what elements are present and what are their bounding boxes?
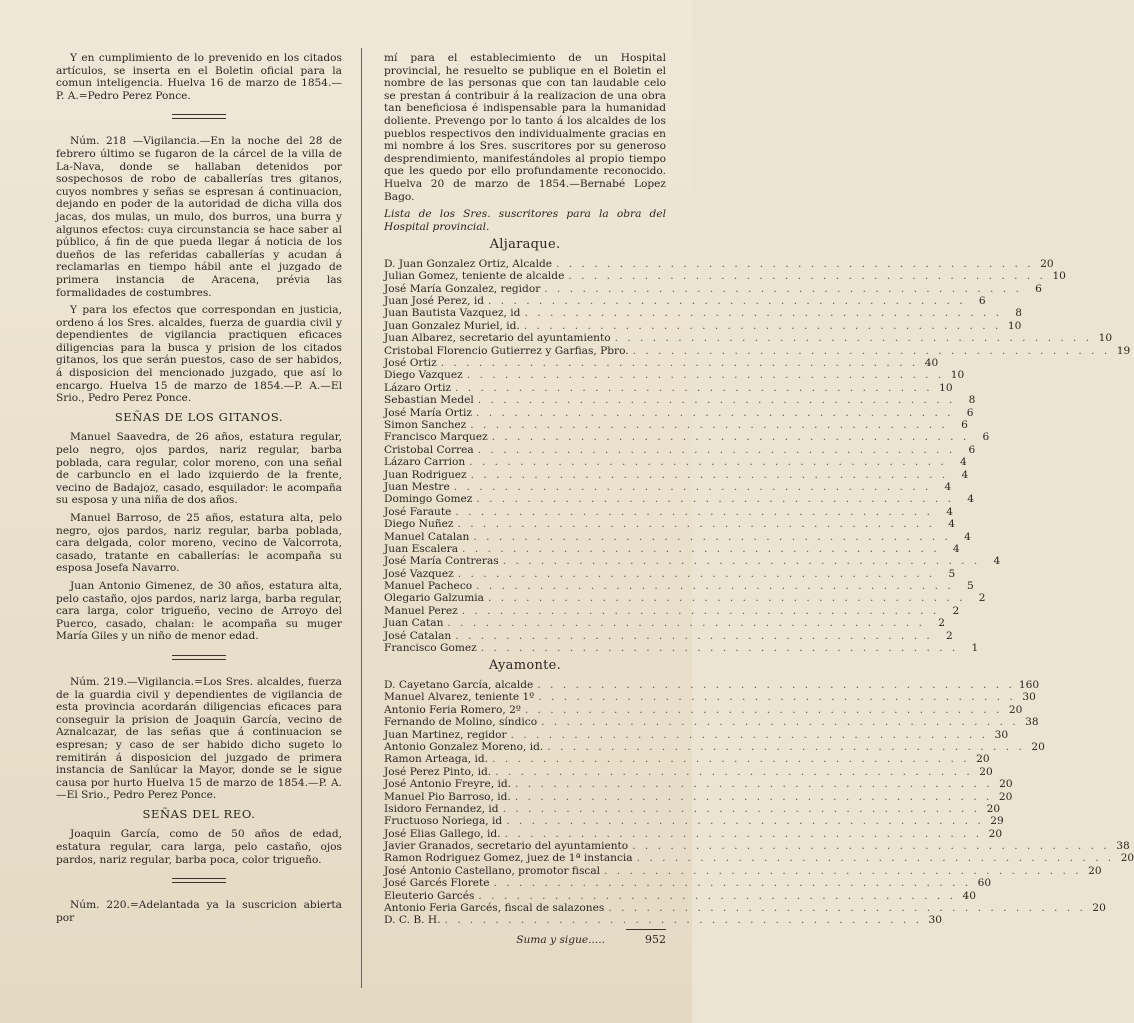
continue-label: Suma y sigue..... — [516, 933, 605, 946]
subscriber-amount: 4 — [960, 456, 967, 469]
leader-dots — [533, 679, 1015, 692]
leader-dots — [507, 729, 989, 742]
subscriber-name: José María Gonzalez, regidor — [384, 282, 541, 295]
subscriber-amount: 8 — [968, 394, 976, 407]
subscriber-name: Isidoro Fernandez, id — [384, 802, 499, 815]
subscriber-name: Antonio Feria Garcés, fiscal de salazones — [384, 902, 605, 915]
subscriber-amount: 20 — [999, 778, 1013, 791]
subscriber-name: Cristobal Correa — [384, 443, 474, 456]
list-item — [384, 270, 1066, 283]
list-item — [384, 505, 953, 518]
subscriber-amount: 20 — [998, 790, 1013, 803]
leader-dots — [633, 852, 1115, 865]
list-item — [384, 518, 956, 531]
list-item — [384, 257, 1054, 270]
subscriber-amount: 20 — [979, 765, 993, 778]
subscriber-amount: 1 — [971, 642, 979, 655]
leader-dots — [502, 815, 984, 828]
list-item — [384, 295, 986, 308]
leader-dots — [472, 580, 954, 593]
leader-dots — [488, 753, 970, 766]
list-item — [384, 319, 1022, 332]
leader-dots — [467, 469, 949, 482]
subscriber-amount: 6 — [968, 443, 976, 456]
list-item — [384, 877, 992, 890]
leader-dots — [552, 258, 1034, 271]
list-item — [384, 307, 1023, 320]
subscriber-name: Ramon Rodriguez Gomez, juez de 1ª instancia — [384, 852, 633, 865]
list-item — [384, 580, 974, 593]
subscriber-amount: 20 — [988, 827, 1003, 840]
subscriber-name: Francisco Gomez — [384, 642, 477, 655]
subscriber-amount: 5 — [966, 580, 974, 593]
subscriber-name: Ramon Arteaga, id. — [384, 753, 489, 766]
leader-dots — [520, 307, 1002, 320]
subscriber-amount: 5 — [948, 567, 956, 580]
leader-dots — [543, 741, 1025, 754]
subscriber-name: José Perez Pinto, id. — [384, 765, 492, 778]
list-item — [384, 443, 976, 456]
subscriber-amount: 20 — [1040, 257, 1054, 270]
subscriber-name: José Faraute — [384, 505, 452, 518]
heading-senas-gitanos: SEÑAS DE LOS GITANOS. — [114, 409, 284, 424]
list-item — [384, 480, 952, 493]
subscriber-name: Manuel Pio Barroso, id. — [384, 790, 511, 803]
leader-dots — [537, 716, 1019, 729]
list-item — [384, 827, 1003, 840]
town-heading-aljaraque: Aljaraque. — [489, 237, 561, 253]
leader-dots — [629, 345, 1111, 358]
leader-dots — [501, 828, 983, 841]
subscriber-name: Juan Bautista Vazquez, id — [384, 307, 521, 320]
leader-dots — [437, 357, 919, 370]
subscriber-name: Juan Mestre — [384, 480, 450, 493]
gitano-description-1: Manuel Saavedra, de 26 años, estatura regular, pelo negro, ojos pardos, nariz regular, barba poblada, cara regular, color moreno, con una señal de carbunclo en el lado izquierdo de la frente, vecino de Badajoz, casado, esquilador: le acompaña su esposa y una niña de dos años. — [56, 431, 342, 507]
subscriber-amount: 4 — [946, 505, 953, 518]
leader-dots — [490, 877, 972, 890]
heading-senas-reo: SEÑAS DEL REO. — [142, 806, 256, 821]
leader-dots — [511, 778, 993, 791]
leader-dots — [611, 332, 1093, 345]
subscriber-amount: 10 — [1052, 270, 1066, 283]
subscriber-amount: 6 — [961, 418, 968, 431]
notice-220-continuation: mí para el establecimiento de un Hospital provincial, he resuelto se publique en el Boletin el nombre de las personas que con tan laudable celo se prestan á contribuir á la realizacion de una obra tan beneficiosa é indispensable para la humanidad doliente. Prevengo por lo tanto á los alcaldes de los pueblos respectivos den individualmente gracias en mi nombre á los Sres. suscritores por su generoso desprendimiento, manifestándoles al propio tiempo que les quedo por ello profundamente reconocido. Huelva 20 de marzo de 1854.—Bernabé Lopez Bago. — [384, 52, 666, 203]
subscriber-name: Diego Vazquez — [384, 369, 463, 382]
subscriber-amount: 20 — [1031, 740, 1045, 753]
subscriber-amount: 40 — [962, 889, 976, 902]
intro-paragraph: Y en cumplimiento de lo prevenido en los citados artículos, se inserta en el Boletin oficial para la comun inteligencia. Huelva 16 de marzo de 1854.—P. A.=Pedro Perez Ponce. — [56, 52, 342, 102]
subscriber-amount: 29 — [990, 815, 1004, 828]
list-item — [384, 802, 1001, 815]
subscriber-amount: 10 — [1098, 332, 1113, 345]
leader-dots — [484, 295, 966, 308]
leader-dots — [472, 407, 954, 420]
subscriber-amount: 38 — [1025, 716, 1039, 729]
subscriber-amount: 60 — [977, 877, 992, 890]
sum-rule — [626, 929, 666, 930]
subscriber-amount: 2 — [978, 592, 986, 605]
subscriber-name: José Antonio Freyre, id. — [384, 778, 512, 791]
subscriber-name: Juan José Perez, id — [384, 295, 485, 308]
notice-218-paragraph-1: Núm. 218 —Vigilancia.—En la noche del 28 de febrero último se fugaron de la cárcel de la villa de La-Nava, donde se hallaban detenidos por sospechosos de robo de caballerías tres gitanos, cuyos nombres y señas se espresan á continuacion, dejando en poder de la autoridad de dicha villa dos jacas, dos mulas, un mulo, dos burros, una burra y algunos efectos: cuya circunstancia se hace saber al público, á fin de que pueda llegar á noticia de los dueños de las referidas caballerías y acudan á reclamarlas en tiempo hábil ante el juzgado de primera instancia de Aracena, prévia las formalidades de costumbres. — [56, 135, 342, 299]
list-item — [384, 840, 1130, 853]
leader-dots — [463, 369, 945, 382]
leader-dots — [458, 543, 940, 556]
subscriber-amount: 6 — [966, 406, 974, 419]
subscriber-amount: 30 — [1022, 691, 1036, 704]
reo-description: Joaquin García, como de 50 años de edad, estatura regular, cara larga, pelo castaño, ojos pardos, nariz regular, barba poca, color trigueño. — [56, 828, 342, 866]
subscriber-name: Diego Nuñez — [384, 518, 454, 531]
list-item — [384, 493, 974, 506]
subscriber-name: Julian Gomez, teniente de alcalde — [384, 270, 565, 283]
leader-dots — [520, 320, 1002, 333]
list-item — [384, 555, 1001, 568]
right-column — [384, 52, 1134, 946]
leader-dots — [474, 890, 956, 903]
leader-dots — [465, 456, 947, 469]
list-item — [384, 889, 976, 902]
subscriber-amount: 30 — [994, 728, 1009, 741]
leader-dots — [488, 431, 970, 444]
subscriber-name: Cristobal Florencio Gutierrez y Garfias, Pbro. — [384, 344, 629, 357]
list-item — [384, 604, 960, 617]
leader-dots — [454, 568, 936, 581]
subscriber-amount: 2 — [946, 629, 953, 642]
list-item — [384, 418, 968, 431]
subscriber-amount: 4 — [961, 468, 969, 481]
column-divider — [361, 48, 362, 988]
subscriber-name: Manuel Catalan — [384, 530, 470, 543]
subscriber-name: Manuel Alvarez, teniente 1º — [384, 691, 535, 704]
subscriber-name: Manuel Perez — [384, 604, 458, 617]
subscriber-amount: 8 — [1015, 307, 1023, 320]
subscriber-name: José María Ortiz — [384, 406, 472, 419]
subscriber-amount: 20 — [986, 802, 1001, 815]
subscriber-amount: 20 — [1092, 902, 1106, 915]
leader-dots — [628, 840, 1110, 853]
leader-dots — [521, 704, 1003, 717]
subscriber-name: Francisco Marquez — [384, 431, 488, 444]
subscriber-amount: 4 — [948, 518, 956, 531]
subscriber-name: Fructuoso Noriega, id — [384, 815, 503, 828]
subscriber-name: José Antonio Castellano, promotor fiscal — [384, 864, 601, 877]
list-item — [384, 864, 1102, 877]
subscriber-name: Fernando de Molino, síndico — [384, 716, 538, 729]
subscriber-amount: 4 — [952, 542, 960, 555]
list-item — [384, 691, 1036, 704]
leader-dots — [440, 914, 922, 927]
gitano-description-2: Manuel Barroso, de 25 años, estatura alta, pelo negro, ojos pardos, nariz regular, barba poblada, cara delgada, color moreno, vecino de Valcorrota, casado, tratante en caballerías: le acompaña su esposa Josefa Navarro. — [56, 512, 342, 575]
list-item — [384, 740, 1045, 753]
list-item — [384, 530, 971, 543]
leader-dots — [600, 865, 1082, 878]
town-heading-ayamonte: Ayamonte. — [488, 658, 562, 674]
page-footer — [384, 934, 666, 947]
leader-dots — [453, 518, 935, 531]
subscriber-name: José Ortiz — [384, 357, 437, 370]
leader-dots — [534, 691, 1016, 704]
list-item — [384, 282, 1042, 295]
leader-dots — [499, 555, 981, 568]
notice-220-start: Núm. 220.=Adelantada ya la suscricion abierta por — [56, 899, 342, 924]
list-item — [384, 542, 960, 555]
subscriber-amount: 30 — [928, 914, 943, 927]
subscriber-name: Juan Albarez, secretario del ayuntamiento — [384, 332, 611, 345]
leader-dots — [484, 592, 966, 605]
list-item — [384, 406, 974, 419]
list-item — [384, 642, 979, 655]
list-item — [384, 815, 1004, 828]
subscriber-list-aljaraque — [384, 257, 1131, 655]
subscriber-name: José Vazquez — [384, 567, 454, 580]
list-item — [384, 617, 945, 630]
subscriber-amount: 4 — [967, 493, 974, 506]
subscriber-name: D. Cayetano García, alcalde — [384, 679, 534, 691]
list-item — [384, 703, 1023, 716]
leader-dots — [472, 493, 954, 506]
list-item — [384, 431, 990, 444]
leader-dots — [443, 617, 925, 630]
subscriber-amount: 20 — [976, 753, 990, 766]
list-item — [384, 914, 943, 927]
leader-dots — [469, 531, 951, 544]
subscriber-name: Manuel Pacheco — [384, 580, 473, 593]
gitano-description-3: Juan Antonio Gimenez, de 30 años, estatura alta, pelo castaño, ojos pardos, nariz larga, barba regular, cara larga, color trigueño, vecino de Arroyo del Puerco, casado, chalan: le acompaña su muger María Giles y un niño de menor edad. — [56, 579, 342, 643]
subscriber-name: Simon Sanchez — [384, 418, 467, 431]
leader-dots — [466, 419, 948, 432]
list-item — [384, 456, 967, 469]
separator-rule — [172, 878, 226, 883]
leader-dots — [511, 791, 993, 804]
leader-dots — [499, 803, 981, 816]
subscriber-amount: 20 — [1008, 703, 1023, 716]
subscriber-name: José Catalan — [384, 629, 452, 642]
leader-dots — [451, 382, 933, 395]
subscriber-name: Juan Gonzalez Muriel, id. — [384, 319, 520, 332]
subscriber-amount: 40 — [924, 357, 939, 370]
subscriber-amount: 20 — [1088, 864, 1102, 877]
list-item — [384, 332, 1113, 345]
leader-dots — [477, 642, 959, 655]
subscriber-name: Juan Rodriguez — [384, 468, 467, 481]
subscriber-name: José Elias Gallego, id. — [384, 827, 501, 840]
list-item — [384, 852, 1134, 865]
leader-dots — [474, 444, 956, 457]
subscriber-name: D. Juan Gonzalez Ortiz, Alcalde — [384, 257, 553, 270]
subscriber-name: Eleuterio Garcés — [384, 889, 475, 902]
subscriber-name: Domingo Gomez — [384, 493, 473, 506]
subscriber-name: Lázaro Ortiz — [384, 381, 452, 394]
subscriber-name: Lázaro Carrion — [384, 456, 466, 469]
subscriber-amount: 4 — [944, 480, 952, 493]
list-item — [384, 592, 986, 605]
list-item — [384, 902, 1106, 915]
leader-dots — [451, 630, 933, 643]
separator-rule — [172, 114, 226, 119]
leader-dots — [458, 605, 940, 618]
subscriber-name: Javier Granados, secretario del ayuntamiento — [384, 840, 629, 853]
page-number: 952 — [645, 932, 666, 946]
list-item — [384, 357, 939, 370]
leader-dots — [451, 506, 933, 519]
subscriber-amount: 19 — [1116, 344, 1131, 357]
subscriber-amount: 2 — [952, 604, 960, 617]
leader-dots — [474, 394, 956, 407]
subscriber-amount: 160 — [1018, 679, 1040, 691]
list-item — [384, 629, 953, 642]
left-column — [56, 52, 342, 929]
notice-218-paragraph-2: Y para los efectos que correspondan en justicia, ordeno á los Sres. alcaldes, fuerza de guardia civil y dependientes de vigilancia practiquen eficaces diligencias para la busca y prision de los citados gitanos, los que serán puestos, caso de ser habidos, á disposicion del mencionado juzgado, que así lo encargo. Huelva 15 de marzo de 1854.—P. A.—El Srio., Pedro Perez Ponce. — [56, 304, 342, 405]
subscriber-name: José Garcés Florete — [384, 877, 490, 890]
leader-dots — [564, 270, 1046, 283]
subscriber-list-ayamonte — [384, 679, 1134, 927]
subscriber-name: Antonio Feria Romero, 2º — [384, 703, 521, 716]
subscriber-amount: 4 — [993, 555, 1001, 568]
list-item — [384, 753, 990, 766]
subscriber-name: Antonio Gonzalez Moreno, id. — [384, 740, 544, 753]
subscriber-amount: 2 — [938, 617, 945, 630]
subscriber-amount: 10 — [1007, 319, 1022, 332]
subscriber-amount: 10 — [939, 381, 953, 394]
subscriber-amount: 38 — [1116, 840, 1130, 853]
list-item — [384, 344, 1131, 357]
list-item — [384, 394, 976, 407]
subscriber-amount: 4 — [964, 530, 971, 543]
subscriber-name: Juan Catan — [384, 617, 444, 630]
list-item — [384, 728, 1009, 741]
list-item — [384, 567, 956, 580]
subscriber-name: José María Contreras — [384, 555, 499, 568]
subscriber-name: Sebastian Medel — [384, 394, 474, 407]
list-item — [384, 381, 953, 394]
subscriber-amount: 6 — [1035, 282, 1042, 295]
subscriber-name: Olegario Galzumia — [384, 592, 484, 605]
subscriber-amount: 20 — [1120, 852, 1134, 865]
notice-219-paragraph: Núm. 219.—Vigilancia.=Los Sres. alcaldes, fuerza de la guardia civil y dependientes de vigilancia de esta provincia acordarán diligencias eficaces para conseguir la prision de Joaquin García, vecino de Aznalcazar, de las señas que á continuacion se espresan; y caso de ser habido dicho sugeto lo remitirán á disposicion del juzgado de primera instancia de Sanlúcar la Mayor, donde se le sigue causa por hurto Huelva 15 de marzo de 1854.—P. A.—El Srio., Pedro Perez Ponce. — [56, 675, 342, 802]
list-item — [384, 778, 1013, 791]
subscriber-list-title: Lista de los Sres. suscritores para la obra del Hospital provincial. — [384, 208, 666, 233]
leader-dots — [604, 902, 1086, 915]
leader-dots — [491, 766, 973, 779]
list-item — [384, 369, 965, 382]
subscriber-amount: 10 — [950, 369, 965, 382]
separator-rule — [172, 655, 226, 660]
list-item — [384, 679, 1040, 691]
list-item — [384, 716, 1039, 729]
subscriber-name: D. C. B. H. — [384, 914, 441, 927]
list-item — [384, 468, 969, 481]
leader-dots — [450, 481, 932, 494]
leader-dots — [540, 283, 1022, 296]
subscriber-amount: 6 — [978, 295, 986, 308]
subscriber-name: Juan Escalera — [384, 542, 459, 555]
subscriber-amount: 6 — [982, 431, 990, 444]
list-item — [384, 765, 993, 778]
list-item — [384, 790, 1013, 803]
subscriber-name: Juan Martinez, regidor — [384, 728, 507, 741]
